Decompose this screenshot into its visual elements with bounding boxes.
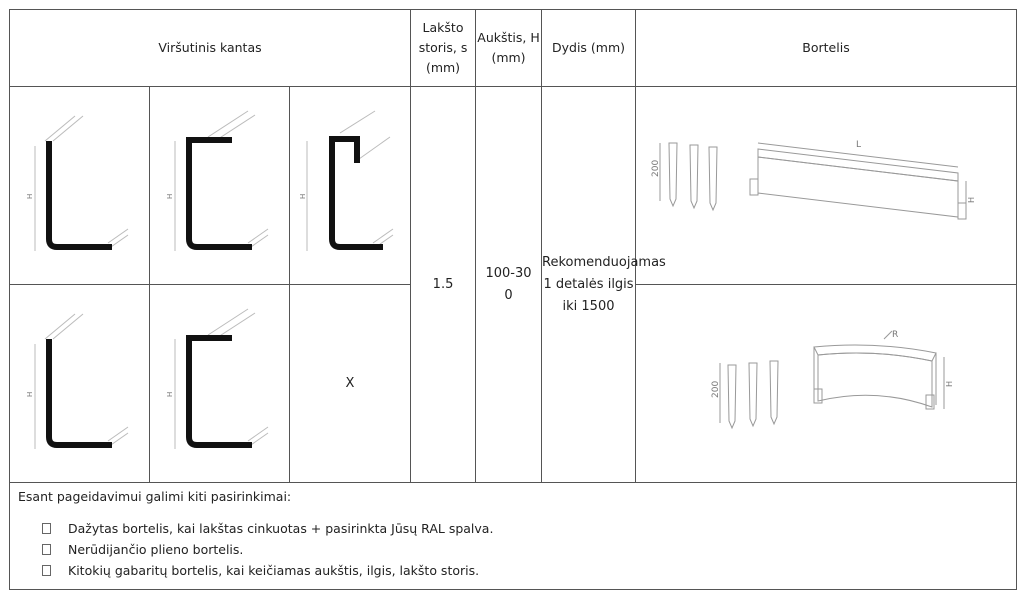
svg-text:H: H [165, 391, 174, 397]
options-intro: Esant pageidavimui galimi kiti pasirinkimai: [18, 489, 292, 504]
header-size: Dydis (mm) [542, 10, 636, 87]
svg-text:H: H [967, 196, 977, 203]
header-thickness: Lakšto storis, s (mm) [411, 10, 476, 87]
header-top-edge: Viršutinis kantas [10, 10, 411, 87]
checkbox-icon [42, 544, 51, 555]
options-list [10, 518, 1016, 581]
svg-text:H: H [165, 193, 174, 199]
header-height: Aukštis, H (mm) [476, 10, 542, 87]
svg-text:H: H [25, 391, 34, 397]
stake-length-label: 200 [651, 159, 662, 177]
list-item: Dažytas bortelis, kai lakštas cinkuotas + pasirinkta Jūsų RAL spalva. [42, 518, 1016, 539]
product-spec-table [9, 9, 1017, 590]
checkbox-icon [42, 565, 51, 576]
curved-edging-drawing [636, 285, 1017, 483]
options-footer [10, 483, 1017, 590]
length-l-label: L [856, 139, 862, 150]
straight-edging-drawing [636, 87, 1017, 285]
profile-c-shape [150, 87, 290, 285]
svg-text:H: H [299, 193, 307, 199]
checkbox-icon [42, 523, 51, 534]
dimension-h-label: H [25, 193, 34, 199]
thickness-value: 1.5 [411, 87, 476, 483]
svg-text:200: 200 [711, 380, 722, 398]
radius-r-label: R [892, 329, 899, 340]
profile-l-shape [10, 87, 150, 285]
profile-c-shape-alt [150, 285, 290, 483]
height-value: 100-300 [476, 87, 542, 483]
header-edging: Bortelis [636, 10, 1017, 87]
list-item: Nerūdijančio plieno bortelis. [42, 539, 1016, 560]
profile-empty-cell: X [290, 285, 411, 483]
profile-l-shape-alt [10, 285, 150, 483]
svg-text:H: H [945, 380, 955, 387]
list-item: Kitokių gabaritų bortelis, kai keičiamas aukštis, ilgis, lakšto storis. [42, 560, 1016, 581]
profile-hook-shape [290, 87, 411, 285]
size-value: Rekomenduojamas 1 detalės ilgis iki 1500 [542, 87, 636, 483]
